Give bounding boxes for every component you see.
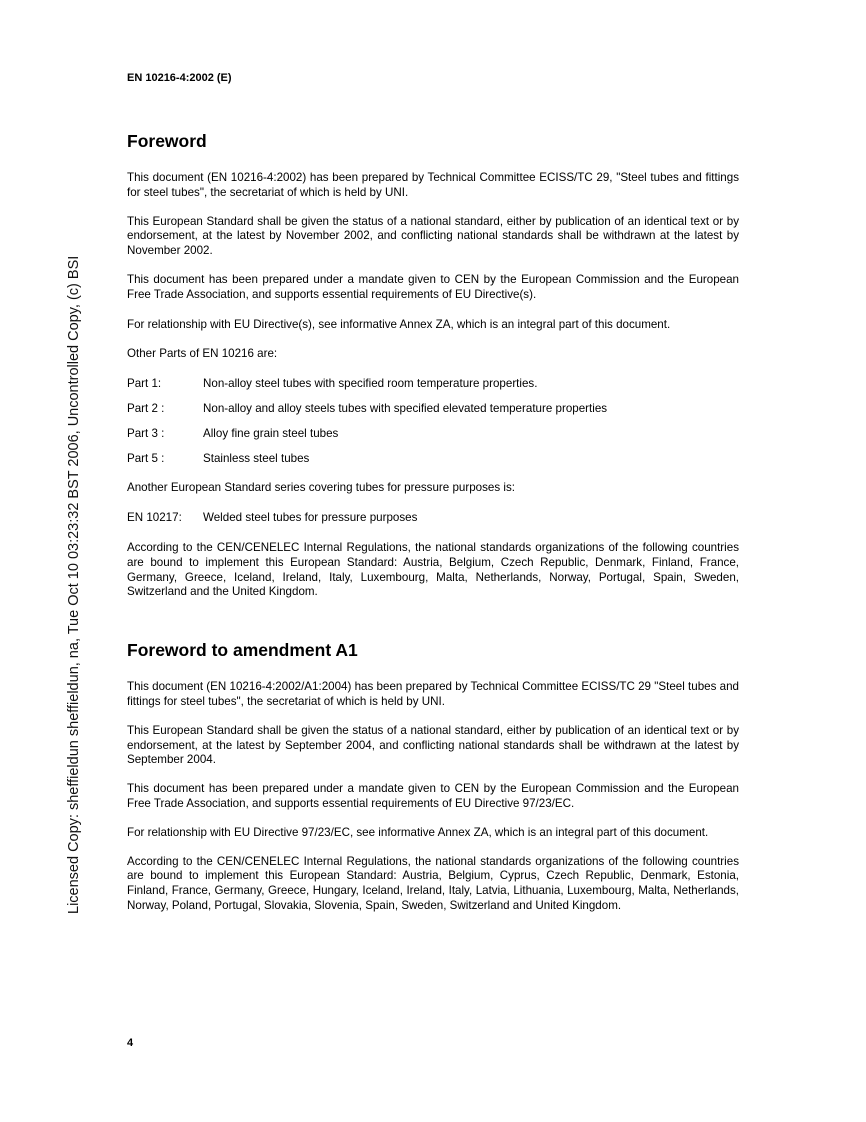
part-title: Non-alloy and alloy steels tubes with specified elevated temperature properties xyxy=(203,401,608,415)
part-title: Alloy fine grain steel tubes xyxy=(203,426,339,440)
foreword-paragraph: This document has been prepared under a mandate given to CEN by the European Commission and the European Free Trade Association, and supports essential requirements of EU Directive(s). xyxy=(127,272,739,301)
part-label: Part 2 : xyxy=(127,401,165,415)
foreword-paragraph: Other Parts of EN 10216 are: xyxy=(127,347,278,361)
series-label: EN 10217: xyxy=(127,511,182,525)
page-content xyxy=(127,130,739,914)
amendment-heading: Foreword to amendment A1 xyxy=(127,640,358,661)
part-title: Non-alloy steel tubes with specified room temperature properties. xyxy=(203,377,538,391)
license-watermark: Licensed Copy: sheffieldun sheffieldun, na, Tue Oct 10 03:23:32 BST 2006, Uncontrolled Copy, (c) BSI xyxy=(66,255,82,914)
foreword-heading: Foreword xyxy=(127,131,207,151)
amendment-paragraph: For relationship with EU Directive 97/23/EC, see informative Annex ZA, which is an integral part of this document. xyxy=(127,825,709,839)
foreword-paragraph: For relationship with EU Directive(s), see informative Annex ZA, which is an integral part of this document. xyxy=(127,317,671,331)
series-list-item xyxy=(127,511,739,526)
part-title: Stainless steel tubes xyxy=(203,451,310,465)
foreword-paragraph: This European Standard shall be given the status of a national standard, either by publication of an identical text or by endorsement, at the latest by November 2002, and conflicting national standards shall be withdrawn at the latest by November 2002. xyxy=(127,214,739,258)
document-header: EN 10216-4:2002 (E) xyxy=(127,72,232,84)
part-label: Part 3 : xyxy=(127,426,165,440)
part-label: Part 1: xyxy=(127,377,162,391)
amendment-paragraph: This European Standard shall be given the status of a national standard, either by publication of an identical text or by endorsement, at the latest by September 2004, and conflicting national standards shall be withdrawn at the latest by September 2004. xyxy=(127,723,739,767)
part-list-item xyxy=(127,427,739,442)
foreword-paragraph: According to the CEN/CENELEC Internal Regulations, the national standards organizations of the following countries are bound to implement this European Standard: Austria, Belgium, Czech Republic, Denmark, Finland, France, Germany, Greece, Iceland, Ireland, Italy, Luxembourg, Malta, Netherlands, Norway, Portugal, Spain, Sweden, Switzerland and the United Kingdom. xyxy=(127,540,739,599)
part-label: Part 5 : xyxy=(127,451,165,465)
amendment-paragraph: This document (EN 10216-4:2002/A1:2004) has been prepared by Technical Committee ECISS/TC 29 "Steel tubes and fittings for steel tubes", the secretariat of which is held by UNI. xyxy=(127,680,739,708)
part-list-item xyxy=(127,402,739,417)
part-list-item xyxy=(127,452,739,467)
foreword-paragraph: Another European Standard series covering tubes for pressure purposes is: xyxy=(127,481,515,495)
amendment-paragraph: This document has been prepared under a mandate given to CEN by the European Commission and the European Free Trade Association, and supports essential requirements of EU Directive 97/23/EC. xyxy=(127,782,739,810)
foreword-paragraph: This document (EN 10216-4:2002) has been prepared by Technical Committee ECISS/TC 29, "Steel tubes and fittings for steel tubes", the secretariat of which is held by UNI. xyxy=(127,171,739,199)
series-title: Welded steel tubes for pressure purposes xyxy=(203,511,418,525)
amendment-paragraph: According to the CEN/CENELEC Internal Regulations, the national standards organizations of the following countries are bound to implement this European Standard: Austria, Belgium, Cyprus, Czech Republic, Denmark, Estonia, Finland, France, Germany, Greece, Hungary, Iceland, Ireland, Italy, Latvia, Lithuania, Luxembourg, Malta, Netherlands, Norway, Poland, Portugal, Slovakia, Slovenia, Spain, Sweden, Switzerland and United Kingdom. xyxy=(127,854,739,912)
page-number: 4 xyxy=(127,1037,134,1049)
part-list-item xyxy=(127,377,739,392)
